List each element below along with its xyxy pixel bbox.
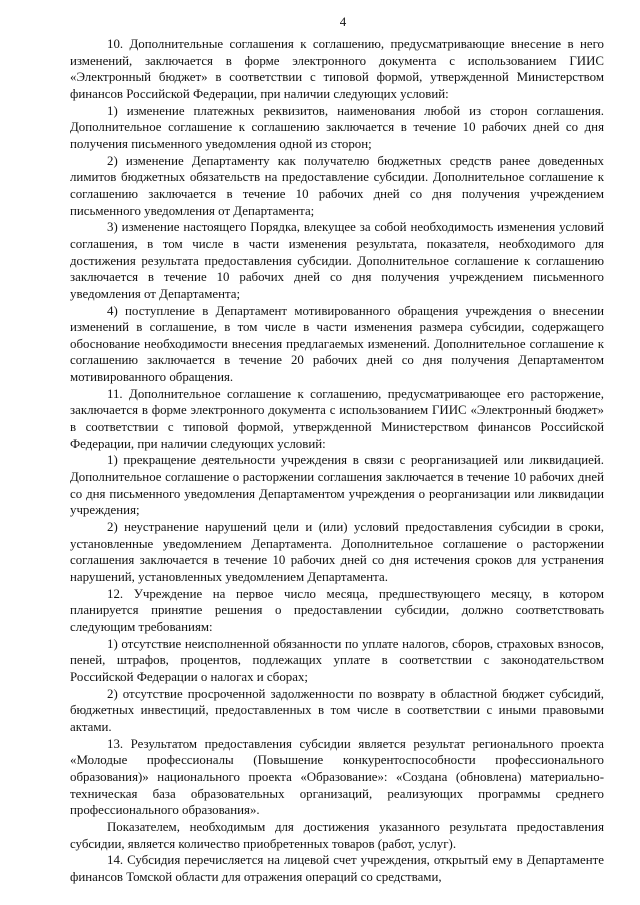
paragraph-12-item-2: 2) отсутствие просроченной задолженности по возврату в областной бюджет субсидий, бюджетных инвестиций, предоставленных в том числе в соответствии с иными правовыми актами. xyxy=(70,686,604,734)
paragraph-12-item-1: 1) отсутствие неисполненной обязанности по уплате налогов, сборов, страховых взносов, пеней, штрафов, процентов, подлежащих уплате в соответствии с законодательством Российской Федерации о налогах и сборах; xyxy=(70,636,604,684)
paragraph-10: 10. Дополнительные соглашения к соглашению, предусматривающие внесение в него изменений, заключается в форме электронного документа с использованием ГИИС «Электронный бюджет» в соответствии с типовой формой, утвержденной Министерством финансов Российской Федерации, при наличии следующих условий: xyxy=(70,37,604,101)
paragraph-11: 11. Дополнительное соглашение к соглашению, предусматривающее его расторжение, заключается в форме электронного документа с использованием ГИИС «Электронный бюджет» в соответствии с типовой формой, утвержденной Министерством финансов Российской Федерации, при наличии следующих условий: xyxy=(70,386,604,451)
paragraph-10-item-2: 2) изменение Департаменту как получателю бюджетных средств ранее доведенных лимитов бюджетных обязательств на предоставление субсидии. Дополнительное соглашение к соглашению заключается в течение 10 рабочих дней со дня получения учреждением письменного уведомления от Департамента; xyxy=(70,153,604,218)
paragraph-12: 12. Учреждение на первое число месяца, предшествующего месяцу, в котором планируется принятие решения о предоставлении субсидии, должно соответствовать следующим требованиям: xyxy=(70,586,604,634)
page-number: 4 xyxy=(339,14,347,29)
paragraph-13: 13. Результатом предоставления субсидии является результат регионального проекта «Молодые профессионалы (Повышение конкурентоспособности профессионального образования)» национального проекта «Образование»: «Создана (обновлена) материально-техническая база образовательных организаций, реализующих программы среднего профессионального образования». xyxy=(70,736,604,818)
paragraph-11-item-2: 2) неустранение нарушений цели и (или) условий предоставления субсидии в сроки, установленные уведомлением Департамента. Дополнительное соглашение о расторжении соглашения заключается в течение 10 рабочих дней со дня истечения сроков для устранения нарушений, установленных уведомлением Департамента. xyxy=(70,520,604,584)
paragraph-10-item-1: 1) изменение платежных реквизитов, наименования любой из сторон соглашения. Дополнительное соглашение к соглашению заключается в течение 10 рабочих дней со дня получения письменного уведомления одной из сторон; xyxy=(70,103,604,151)
paragraph-11-item-1: 1) прекращение деятельности учреждения в связи с реорганизацией или ликвидацией. Дополнительное соглашение о расторжении соглашения заключается в течение 10 рабочих дней со дня письменного уведомления Департаментом учреждения о реорганизации или ликвидации учреждения; xyxy=(70,453,604,518)
paragraph-10-item-4: 4) поступление в Департамент мотивированного обращения учреждения о внесении изменений в соглашение, в том числе в части изменения размера субсидии, содержащего обоснование необходимости внесения предлагаемых изменений. Дополнительное соглашение к соглашению заключается в течение 20 рабочих дней со дня получения Департаментом мотивированного обращения. xyxy=(70,303,604,385)
paragraph-13-indicator: Показателем, необходимым для достижения указанного результата предоставления субсидии, является количество приобретенных товаров (работ, услуг). xyxy=(70,819,604,851)
paragraph-10-item-3: 3) изменение настоящего Порядка, влекущее за собой необходимость изменения условий соглашения, в том числе в части изменения результата, показателя, необходимого для достижения результата предоставления субсидии. Дополнительное соглашение к соглашению заключается в течение 10 рабочих дней со дня получения учреждением письменного уведомления от Департамента; xyxy=(70,220,604,301)
paragraph-14: 14. Субсидия перечисляется на лицевой счет учреждения, открытый ему в Департаменте финансов Томской области для отражения операций со средствами, xyxy=(70,853,604,884)
